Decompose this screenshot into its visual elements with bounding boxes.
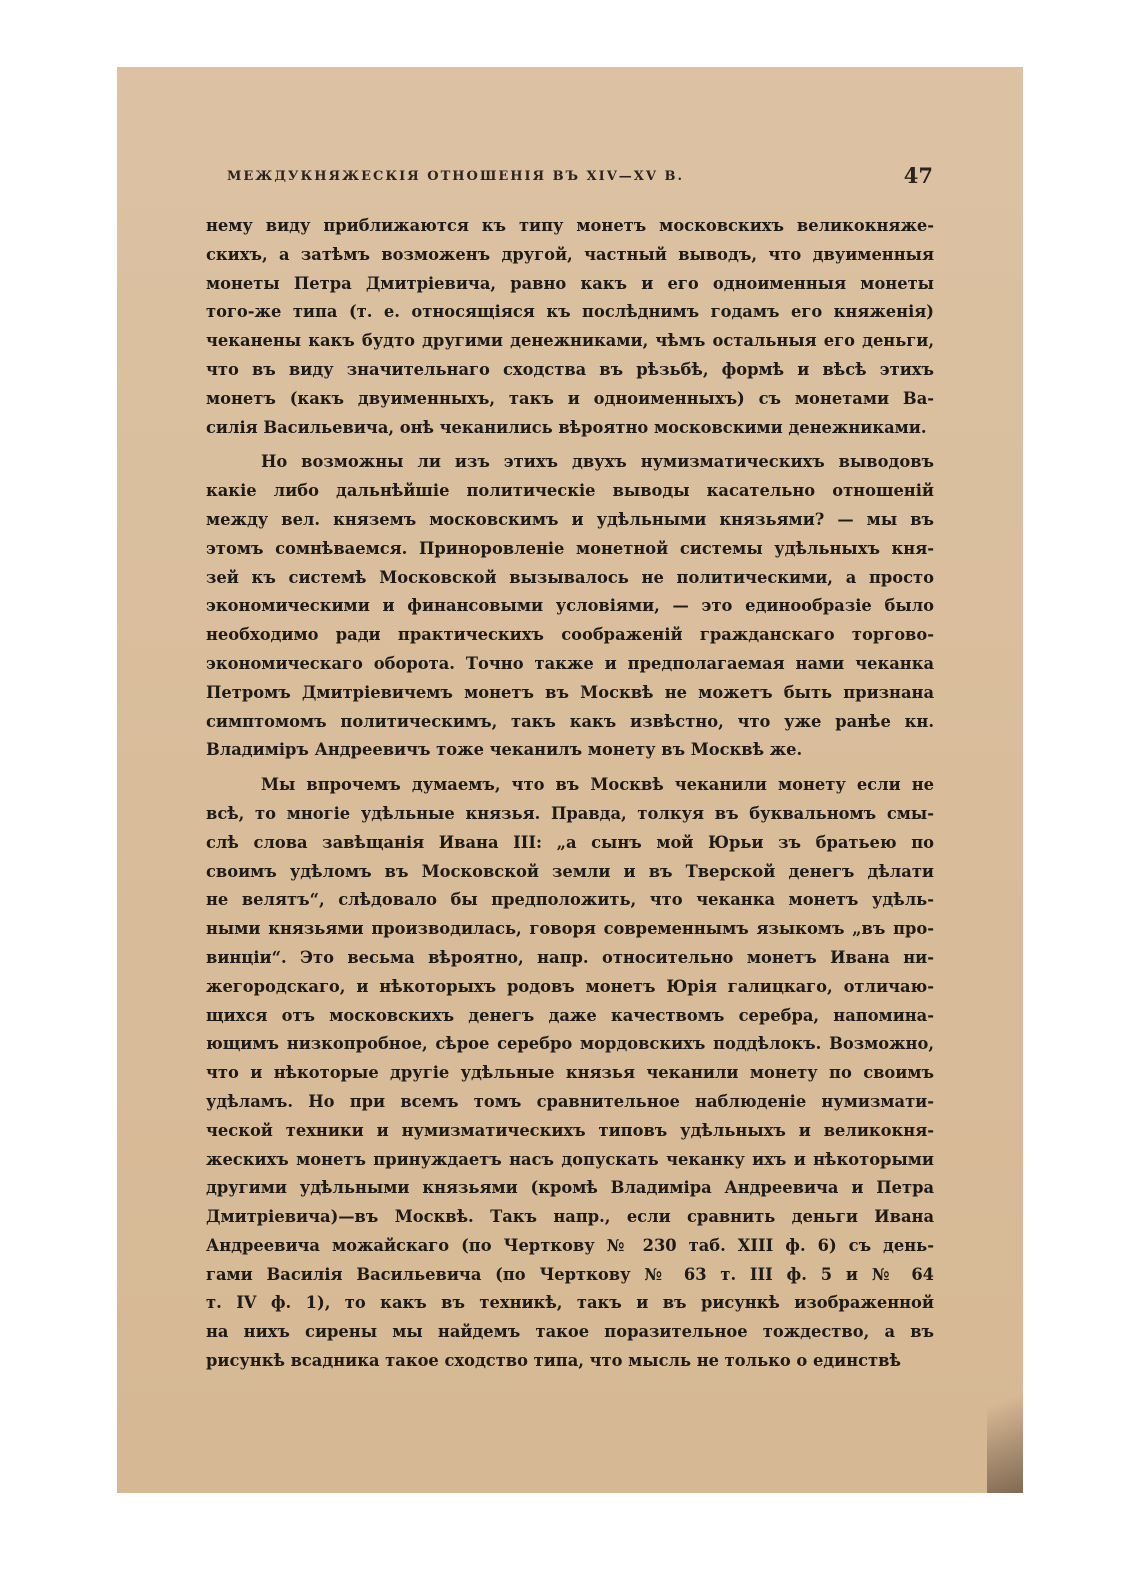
text-line: Владиміръ Андреевичъ тоже чеканилъ монету въ Москвѣ же. (206, 740, 803, 760)
text-line: гами Василія Васильевича (по Черткову № 63 т. III ф. 5 и № 64 (206, 1264, 934, 1284)
text-line: симптомомъ политическимъ, такъ какъ извѣстно, что уже ранѣе кн. (206, 711, 934, 731)
text-line: необходимо ради практическихъ соображеній гражданскаго торгово- (206, 625, 934, 645)
page-number: 47 (903, 163, 933, 188)
text-line: жегородскаго, и нѣкоторыхъ родовъ монетъ Юрія галицкаго, отличаю- (206, 976, 934, 996)
text-line: рисункѣ всадника такое сходство типа, что мысль не только о единствѣ (206, 1351, 901, 1371)
text-line: что и нѣкоторые другіе удѣльные князья чеканили монету по своимъ (206, 1063, 934, 1083)
text-line: т. IV ф. 1), то какъ въ техникѣ, такъ и въ рисункѣ изображенной (206, 1293, 934, 1313)
text-line: слѣ слова завѣщанія Ивана III: „а сынъ мой Юрьи зъ братьею по (206, 832, 934, 852)
text-line: какіе либо дальнѣйшіе политическіе выводы касательно отношеній (206, 481, 934, 501)
text-line: экономическими и финансовыми условіями, — это единообразіе было (206, 596, 934, 616)
text-line: между вел. княземъ московскимъ и удѣльными князьями? — мы въ (206, 509, 934, 529)
text-line: что въ виду значительнаго сходства въ рѣзьбѣ, формѣ и вѣсѣ этихъ (206, 359, 934, 379)
text-line: винціи“. Это весьма вѣроятно, напр. относительно монетъ Ивана ни- (206, 947, 934, 967)
text-line: зей къ системѣ Московской вызывалось не политическими, а просто (206, 567, 934, 587)
text-line: щихся отъ московскихъ денегъ даже качествомъ серебра, напомина- (206, 1005, 934, 1025)
text-line: Мы впрочемъ думаемъ, что въ Москвѣ чеканили монету если не (261, 775, 934, 795)
text-line: на нихъ сирены мы найдемъ такое поразительное тождество, а въ (206, 1322, 934, 1342)
header-title: МЕЖДУКНЯЖЕСКІЯ ОТНОШЕНІЯ ВЪ XIV—XV В. (227, 169, 685, 184)
text-line: чеканены какъ будто другими денежниками, чѣмъ остальныя его деньги, (206, 331, 934, 351)
text-line: этомъ сомнѣваемся. Приноровленіе монетной системы удѣльныхъ кня- (206, 538, 934, 558)
text-line: ющимъ низкопробное, сѣрое серебро мордовскихъ поддѣлокъ. Возможно, (206, 1034, 934, 1054)
text-line: монетъ (какъ двуименныхъ, такъ и одноименныхъ) съ монетами Ва- (206, 388, 934, 408)
text-line: монеты Петра Дмитріевича, равно какъ и его одноименныя монеты (206, 273, 934, 293)
text-line: Но возможны ли изъ этихъ двухъ нумизматическихъ выводовъ (261, 452, 934, 472)
text-line: экономическаго оборота. Точно также и предполагаемая нами чеканка (206, 653, 934, 673)
text-line: того-же типа (т. е. относящіяся къ послѣднимъ годамъ его княженія) (206, 302, 934, 322)
page-edge-shadow (987, 1363, 1023, 1493)
text-line: своимъ удѣломъ въ Московской земли и въ Тверской денегъ дѣлати (206, 861, 934, 881)
text-line: жескихъ монетъ принуждаетъ насъ допускать чеканку ихъ и нѣкоторыми (206, 1149, 934, 1169)
text-line: ческой техники и нумизматическихъ типовъ удѣльныхъ и великокня- (206, 1120, 934, 1140)
body-text (206, 212, 934, 1376)
text-line: Андреевича можайскаго (по Черткову № 230 таб. XIII ф. 6) съ день- (206, 1235, 934, 1255)
text-line: не велятъ“, слѣдовало бы предположить, что чеканка монетъ удѣль- (206, 890, 934, 910)
text-line: скихъ, а затѣмъ возможенъ другой, частный выводъ, что двуименныя (206, 244, 934, 264)
running-header (227, 163, 933, 189)
text-line: другими удѣльными князьями (кромѣ Владиміра Андреевича и Петра (206, 1178, 934, 1198)
text-line: нему виду приближаются къ типу монетъ московскихъ великокняже- (206, 216, 934, 235)
text-line: силія Васильевича, онѣ чеканились вѣроятно московскими денежниками. (206, 417, 927, 437)
text-line: ными князьями производилась, говоря современнымъ языкомъ „въ про- (206, 919, 934, 939)
text-line: удѣламъ. Но при всемъ томъ сравнительное наблюденіе нумизмати- (206, 1091, 934, 1111)
text-line: всѣ, то многіе удѣльные князья. Правда, толкуя въ буквальномъ смы- (206, 803, 934, 823)
text-line: Петромъ Дмитріевичемъ монетъ въ Москвѣ не можетъ быть признана (206, 682, 934, 702)
text-line: Дмитріевича)—въ Москвѣ. Такъ напр., если сравнить деньги Ивана (206, 1207, 934, 1227)
